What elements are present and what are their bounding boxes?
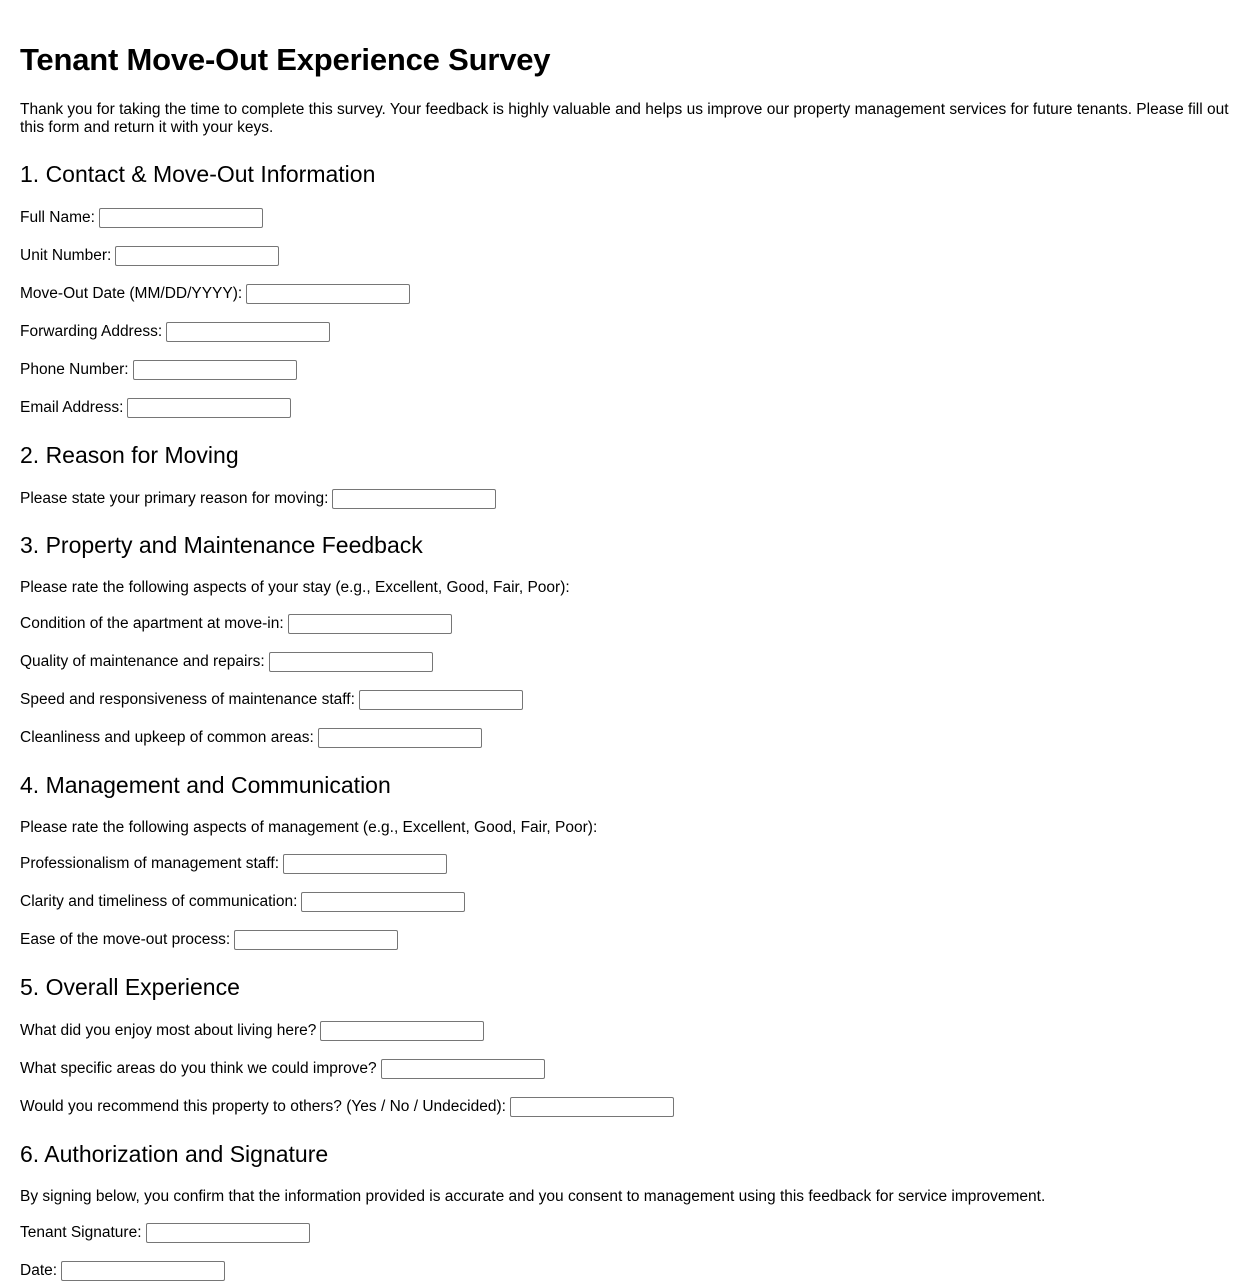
signature-row bbox=[20, 1222, 310, 1244]
condition-row bbox=[20, 613, 452, 635]
full-name-input[interactable] bbox=[99, 208, 263, 228]
enjoy-input[interactable] bbox=[320, 1021, 484, 1041]
cleanliness-input[interactable] bbox=[318, 728, 482, 748]
cleanliness-label: Cleanliness and upkeep of common areas: bbox=[20, 729, 314, 746]
section-heading-overall: 5. Overall Experience bbox=[20, 974, 240, 1000]
phone-number-row bbox=[20, 359, 297, 381]
improve-input[interactable] bbox=[381, 1059, 545, 1079]
date-label: Date: bbox=[20, 1262, 58, 1279]
reason-input[interactable] bbox=[332, 489, 496, 509]
management-rating-note: Please rate the following aspects of management (e.g., Excellent, Good, Fair, Poor): bbox=[20, 819, 598, 836]
email-address-input[interactable] bbox=[127, 398, 291, 418]
recommend-label: Would you recommend this property to others? (Yes / No / Undecided): bbox=[20, 1098, 506, 1115]
full-name-label: Full Name: bbox=[20, 209, 95, 226]
enjoy-label: What did you enjoy most about living here? bbox=[20, 1022, 317, 1039]
section-heading-management: 4. Management and Communication bbox=[20, 772, 391, 798]
professionalism-row bbox=[20, 853, 447, 875]
section-heading-contact: 1. Contact & Move-Out Information bbox=[20, 161, 376, 187]
maintenance-speed-row bbox=[20, 689, 523, 711]
maintenance-quality-input[interactable] bbox=[269, 652, 433, 672]
section-heading-reason: 2. Reason for Moving bbox=[20, 442, 239, 468]
unit-number-label: Unit Number: bbox=[20, 247, 112, 264]
phone-number-label: Phone Number: bbox=[20, 361, 129, 378]
unit-number-input[interactable] bbox=[115, 246, 279, 266]
condition-input[interactable] bbox=[288, 614, 452, 634]
improve-row bbox=[20, 1058, 545, 1080]
cleanliness-row bbox=[20, 727, 482, 749]
recommend-input[interactable] bbox=[510, 1097, 674, 1117]
reason-row bbox=[20, 488, 496, 510]
full-name-row bbox=[20, 207, 263, 229]
move-out-process-input[interactable] bbox=[234, 930, 398, 950]
property-rating-note: Please rate the following aspects of your stay (e.g., Excellent, Good, Fair, Poor): bbox=[20, 579, 570, 596]
authorization-note: By signing below, you confirm that the information provided is accurate and you consent to management using this feedback for service improvement. bbox=[20, 1188, 1046, 1205]
communication-input[interactable] bbox=[301, 892, 465, 912]
phone-number-input[interactable] bbox=[133, 360, 297, 380]
maintenance-quality-row bbox=[20, 651, 433, 673]
signature-input[interactable] bbox=[146, 1223, 310, 1243]
date-row bbox=[20, 1260, 225, 1282]
condition-label: Condition of the apartment at move-in: bbox=[20, 615, 284, 632]
forwarding-address-label: Forwarding Address: bbox=[20, 323, 163, 340]
section-heading-property: 3. Property and Maintenance Feedback bbox=[20, 532, 423, 558]
communication-row bbox=[20, 891, 465, 913]
maintenance-quality-label: Quality of maintenance and repairs: bbox=[20, 653, 265, 670]
forwarding-address-row bbox=[20, 321, 330, 343]
move-out-date-label: Move-Out Date (MM/DD/YYYY): bbox=[20, 285, 243, 302]
signature-label: Tenant Signature: bbox=[20, 1224, 142, 1241]
forwarding-address-input[interactable] bbox=[166, 322, 330, 342]
email-address-row bbox=[20, 397, 291, 419]
move-out-process-row bbox=[20, 929, 398, 951]
maintenance-speed-input[interactable] bbox=[359, 690, 523, 710]
unit-number-row bbox=[20, 245, 279, 267]
email-address-label: Email Address: bbox=[20, 399, 124, 416]
date-input[interactable] bbox=[61, 1261, 225, 1281]
professionalism-label: Professionalism of management staff: bbox=[20, 855, 280, 872]
move-out-date-input[interactable] bbox=[246, 284, 410, 304]
maintenance-speed-label: Speed and responsiveness of maintenance staff: bbox=[20, 691, 355, 708]
move-out-date-row bbox=[20, 283, 410, 305]
enjoy-row bbox=[20, 1020, 484, 1042]
communication-label: Clarity and timeliness of communication: bbox=[20, 893, 298, 910]
reason-label: Please state your primary reason for moving: bbox=[20, 490, 329, 507]
page-title: Tenant Move-Out Experience Survey bbox=[20, 42, 551, 77]
professionalism-input[interactable] bbox=[283, 854, 447, 874]
improve-label: What specific areas do you think we could improve? bbox=[20, 1060, 377, 1077]
move-out-process-label: Ease of the move-out process: bbox=[20, 931, 231, 948]
intro-text: Thank you for taking the time to complete this survey. Your feedback is highly valuable and helps us improve our property management services for future tenants. Please fill out this form and return it with your keys. bbox=[20, 101, 1229, 136]
recommend-row bbox=[20, 1096, 674, 1118]
section-heading-authorization: 6. Authorization and Signature bbox=[20, 1141, 329, 1167]
